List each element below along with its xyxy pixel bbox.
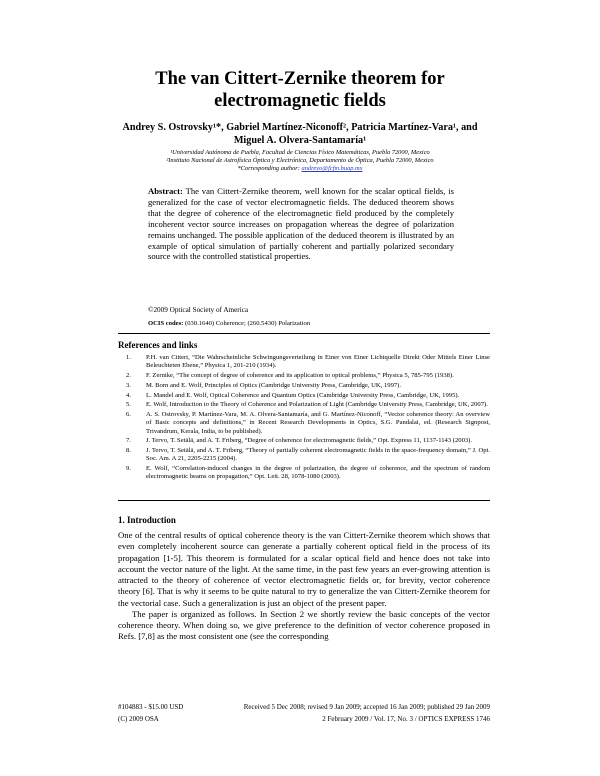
ocis-codes	[148, 320, 468, 327]
paper-title	[0, 68, 600, 112]
title-line-2: electromagnetic fields	[214, 91, 386, 111]
references-heading: References and links	[118, 340, 198, 350]
introduction-paragraph-2: The paper is organized as follows. In Section 2 we shortly review the basic concepts of the vector coherence theory. When doing so, we give preference to the definition of vector coherence proposed in Refs. [7,8] as the most consistent one (see the corresponding	[118, 608, 490, 642]
reference-list	[118, 354, 490, 483]
affiliations	[0, 149, 600, 174]
reference-item: 7. J. Tervo, T. Setälä, and A. T. Friberg, “Degree of coherence for electromagnetic fields,” Opt. Express 11, 1137-1143 (2003).	[126, 437, 473, 445]
affiliation-1: ¹Universidad Autónoma de Puebla, Facultad de Ciencias Físico Matemáticas, Puebla 72000, Mexico	[170, 149, 430, 156]
abstract	[148, 186, 454, 262]
title-line-1: The van Cittert-Zernike theorem for	[155, 69, 445, 89]
reference-item: 2. F. Zernike, “The concept of degree of coherence and its application to optical problems,” Physica 5, 785-795 (1938).	[126, 372, 454, 379]
divider-top	[118, 333, 490, 334]
reference-item: 1. P.H. van Cittert, “Die Wahrscheinliche Schwingungsverteilung in Einer von Einer Lichtquelle Direkt Oder Mittels Einer Linse Beleuchteten Ebene,” Physica 1, 201-210 (1934).	[126, 354, 490, 370]
reference-item: 9. E. Wolf, “Correlation-induced changes in the degree of polarization, the degree of coherence, and the spectrum of random electromagnetic beams on propagation,” Opt. Lett. 28, 1078-1080 (2003).	[126, 465, 490, 481]
ocis-text: (030.1640) Coherence; (260.5430) Polarization	[183, 320, 311, 327]
reference-item: 3. M. Born and E. Wolf, Principles of Optics (Cambridge University Press, Cambridge, UK, 1997).	[126, 381, 402, 389]
abstract-text: The van Cittert-Zernike theorem, well known for the scalar optical fields, is generalized for the case of vector electromagnetic fields. The deduced theorem shows that the degree of coherence of the electromagnetic field produced by the completely incoherent vector source increases on propagation whereas the degree of polarization remains unchanged. The possible application of the deduced theorem is illustrated by an example of optical simulation of partially coherent and partially polarized secondary source with the controlled statistical properties.	[148, 186, 454, 262]
journal-citation: 2 February 2009 / Vol. 17, No. 3 / OPTICS EXPRESS 1746	[322, 715, 490, 723]
affiliation-2: ²Instituto Nacional de Astrofísica Óptica y Electrónica, Departamento de Óptica, Puebla 72000, Mexico	[166, 157, 434, 165]
corresponding-prefix: *Corresponding author:	[237, 165, 302, 173]
corresponding-author	[0, 165, 600, 173]
introduction-paragraph-1: One of the central results of optical coherence theory is the van Cittert-Zernike theorem which shows that even completely incoherent source can generate a partially coherent optical field in the process of its propagation [1-5]. This theorem is formulated for a scalar optical field and hence does not take into account the vector nature of the light. At the same time, in the past few years an ever-growing attention is attracted to the theory of coherence of vector electromagnetic fields or, for brevity, vector coherence theory [6]. That is why it seems to be quite natural to try to generalize the van Cittert-Zernike theorem for the vectorial case. Such a generalization is just an object of the present paper.	[118, 530, 490, 608]
introduction-body	[118, 530, 490, 643]
copyright-notice: ©2009 Optical Society of America	[148, 306, 249, 314]
ocis-label: OCIS codes:	[148, 320, 184, 327]
reference-item: 5. E. Wolf, Introduction to the Theory of Coherence and Polarization of Light (Cambridge University Press, Cambridge, UK, 2007).	[126, 401, 488, 409]
copyright-osa: (C) 2009 OSA	[118, 715, 159, 723]
article-id: #104883 - $15.00 USD	[118, 703, 184, 711]
publication-dates: Received 5 Dec 2008; revised 9 Jan 2009; accepted 16 Jan 2009; published 29 Jan 2009	[243, 703, 490, 711]
abstract-label: Abstract:	[148, 186, 183, 196]
authors-line-1: Andrey S. Ostrovsky¹*, Gabriel Martínez-Niconoff², Patricia Martínez-Vara¹, and	[122, 122, 478, 133]
divider-bottom	[118, 500, 490, 501]
reference-item: 4. L. Mandel and E. Wolf, Optical Coherence and Quantum Optics (Cambridge University Press, Cambridge, UK, 1995).	[126, 391, 460, 399]
reference-item: 6. A. S. Ostrovsky, P. Martínez-Vara, M. A. Olvera-Santamaría, and G. Martínez-Niconoff, “Vector coherence theory: An overview of Basic concepts and definitions,” in Recent Research Developments in Optics, S.G. Pandalai, ed. (Research Signpost, Trivandrum, Kerala, India, to be published).	[126, 411, 490, 435]
corresponding-email-link[interactable]: andreyo@fcfm.buap.mx	[301, 165, 363, 173]
authors-line-2: Miguel A. Olvera-Santamaría¹	[233, 135, 367, 146]
author-list	[0, 121, 600, 147]
introduction-heading: 1. Introduction	[118, 515, 176, 525]
reference-item: 8. J. Tervo, T. Setälä, and A. T. Friberg, “Theory of partially coherent electromagnetic fields in the space-frequency domain,” J. Opt. Soc. Am. A 21, 2205-2215 (2004).	[126, 447, 490, 463]
